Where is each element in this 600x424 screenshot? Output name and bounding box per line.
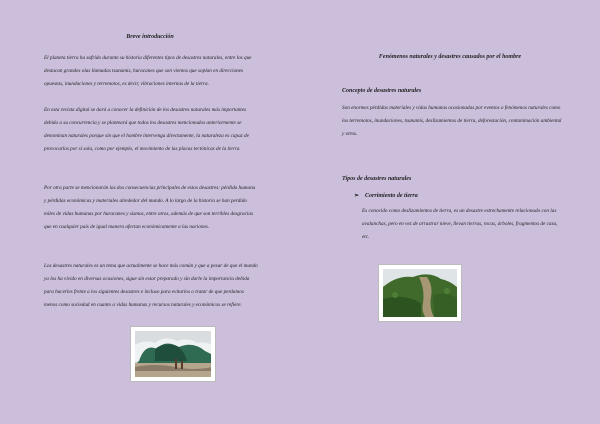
bullet-label: Corrimiento de tierra — [365, 193, 418, 199]
tsunami-photo — [135, 331, 211, 377]
landslide-image-frame — [378, 264, 462, 322]
tsunami-image-frame — [130, 326, 216, 382]
intro-paragraph-2: En esta revista digital se dará a conocer la definición de los desastres naturales más importantes debido a su concurrencia y se planteará que todos los desastres mencionados anteriormente se denominan naturales porque sin que el hombre intervenga directamente, la naturaleza es capaz de provocarlos por sí sola, como por ejemplo, el movimiento de las placas tectónicas de la tierra. — [44, 107, 249, 152]
arrow-bullet-icon: ➢ — [354, 193, 360, 199]
intro-paragraph-1: El planeta tierra ha sufrido durante su historia diferentes tipos de desastres naturales, entre los que destacan grandes olas llamadas tsunamis, huracanes que son vientos que soplan en direcciones opuestas, inundaciones y terremotos, es decir, vibraciones internas de la tierra. — [44, 55, 252, 87]
concept-heading: Concepto de desastres naturales — [342, 88, 422, 94]
types-heading: Tipos de desastres naturales — [342, 176, 412, 182]
concept-text: Son enormes pérdidas materiales y vidas humanas ocasionadas por eventos o fenómenos naturales como los terremotos, inundaciones, tsunamis, deslizamientos de tierra, deforestación, contaminación ambiental y otros. — [342, 105, 562, 137]
right-page — [300, 0, 600, 424]
landslide-text: Es conocido como deslizamientos de tierra, es un desastre estrechamente relacionado con las avalanchas, pero en vez de arrastrar nieve, llevan tierras, rocas, árboles, fragmentos de casa, etc. — [362, 208, 558, 240]
intro-paragraph-3: Por otra parte se mencionarán las dos consecuencias principales de estos desastres: pérdida humana y pérdidas económicas y materiales alrededor del mundo. A lo largo de la historia se han perdido miles de vidas humanas por huracanes y sismos, entre otros, además de que son terribles desgracias que en cualquier país de igual manera afectan económicamente a las naciones. — [44, 185, 256, 230]
intro-paragraph-4: Los desastres naturales es un tema que actualmente se hace más común y que a pesar de que el mundo ya los ha vivido en diversas ocasiones, sigue sin estar preparado y sin darle la importancia debida para hacerles frente a los siguientes desastres e incluso para evitarlos o tratar de que perdamos menos como sociedad en cuanto a vidas humanas y recursos naturales y económicos se refiere. — [44, 263, 258, 308]
bullet-item-landslide — [354, 192, 418, 199]
phenomena-title: Fenómenos naturales y desastres causados por el hombre — [378, 54, 522, 60]
landslide-photo — [383, 269, 457, 317]
intro-title: Breve introducción — [126, 34, 174, 40]
